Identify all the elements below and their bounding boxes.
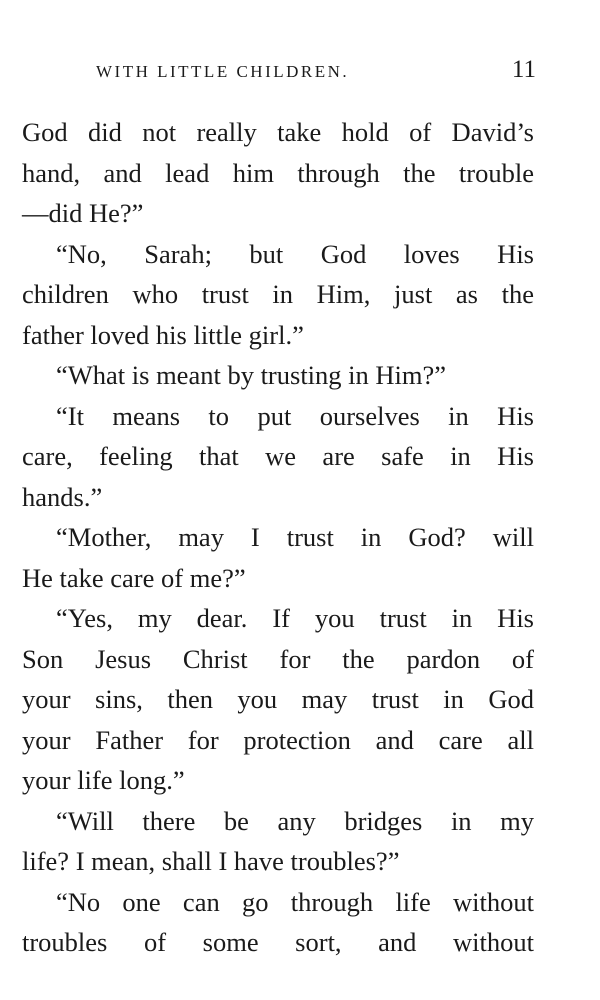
running-title: WITH LITTLE CHILDREN. (96, 62, 350, 81)
text-line: your sins, then you may trust in God (22, 684, 534, 714)
text-line: father loved his little girl.” (22, 319, 304, 350)
running-head (96, 56, 536, 90)
text-line: God did not really take hold of David’s (22, 117, 534, 147)
text-line: “It means to put ourselves in His (56, 400, 534, 431)
text-line: your life long.” (22, 765, 185, 795)
text-line: “What is meant by trusting in Him?” (56, 360, 447, 390)
text-line: “No, Sarah; but God loves His (56, 238, 534, 269)
text-line: —did He?” (22, 198, 144, 228)
text-line: life? I mean, shall I have troubles?” (22, 846, 400, 876)
text-line: care, feeling that we are safe in His (22, 441, 534, 471)
text-line: “Will there be any bridges in my (56, 805, 534, 836)
text-line: He take care of me?” (22, 562, 246, 593)
text-line: hand, and lead him through the trouble (22, 157, 534, 188)
text-line: hands.” (22, 481, 103, 512)
text-line: “Yes, my dear. If you trust in His (56, 603, 534, 633)
page-number: 11 (511, 56, 536, 83)
text-line: “Mother, may I trust in God? will (56, 522, 534, 552)
text-line: children who trust in Him, just as the (22, 279, 534, 309)
body-text (22, 112, 534, 963)
text-line: Son Jesus Christ for the pardon of (22, 643, 534, 674)
text-line: troubles of some sort, and without (22, 927, 534, 957)
text-line: “No one can go through life without (56, 886, 534, 917)
text-line: your Father for protection and care all (22, 724, 534, 755)
